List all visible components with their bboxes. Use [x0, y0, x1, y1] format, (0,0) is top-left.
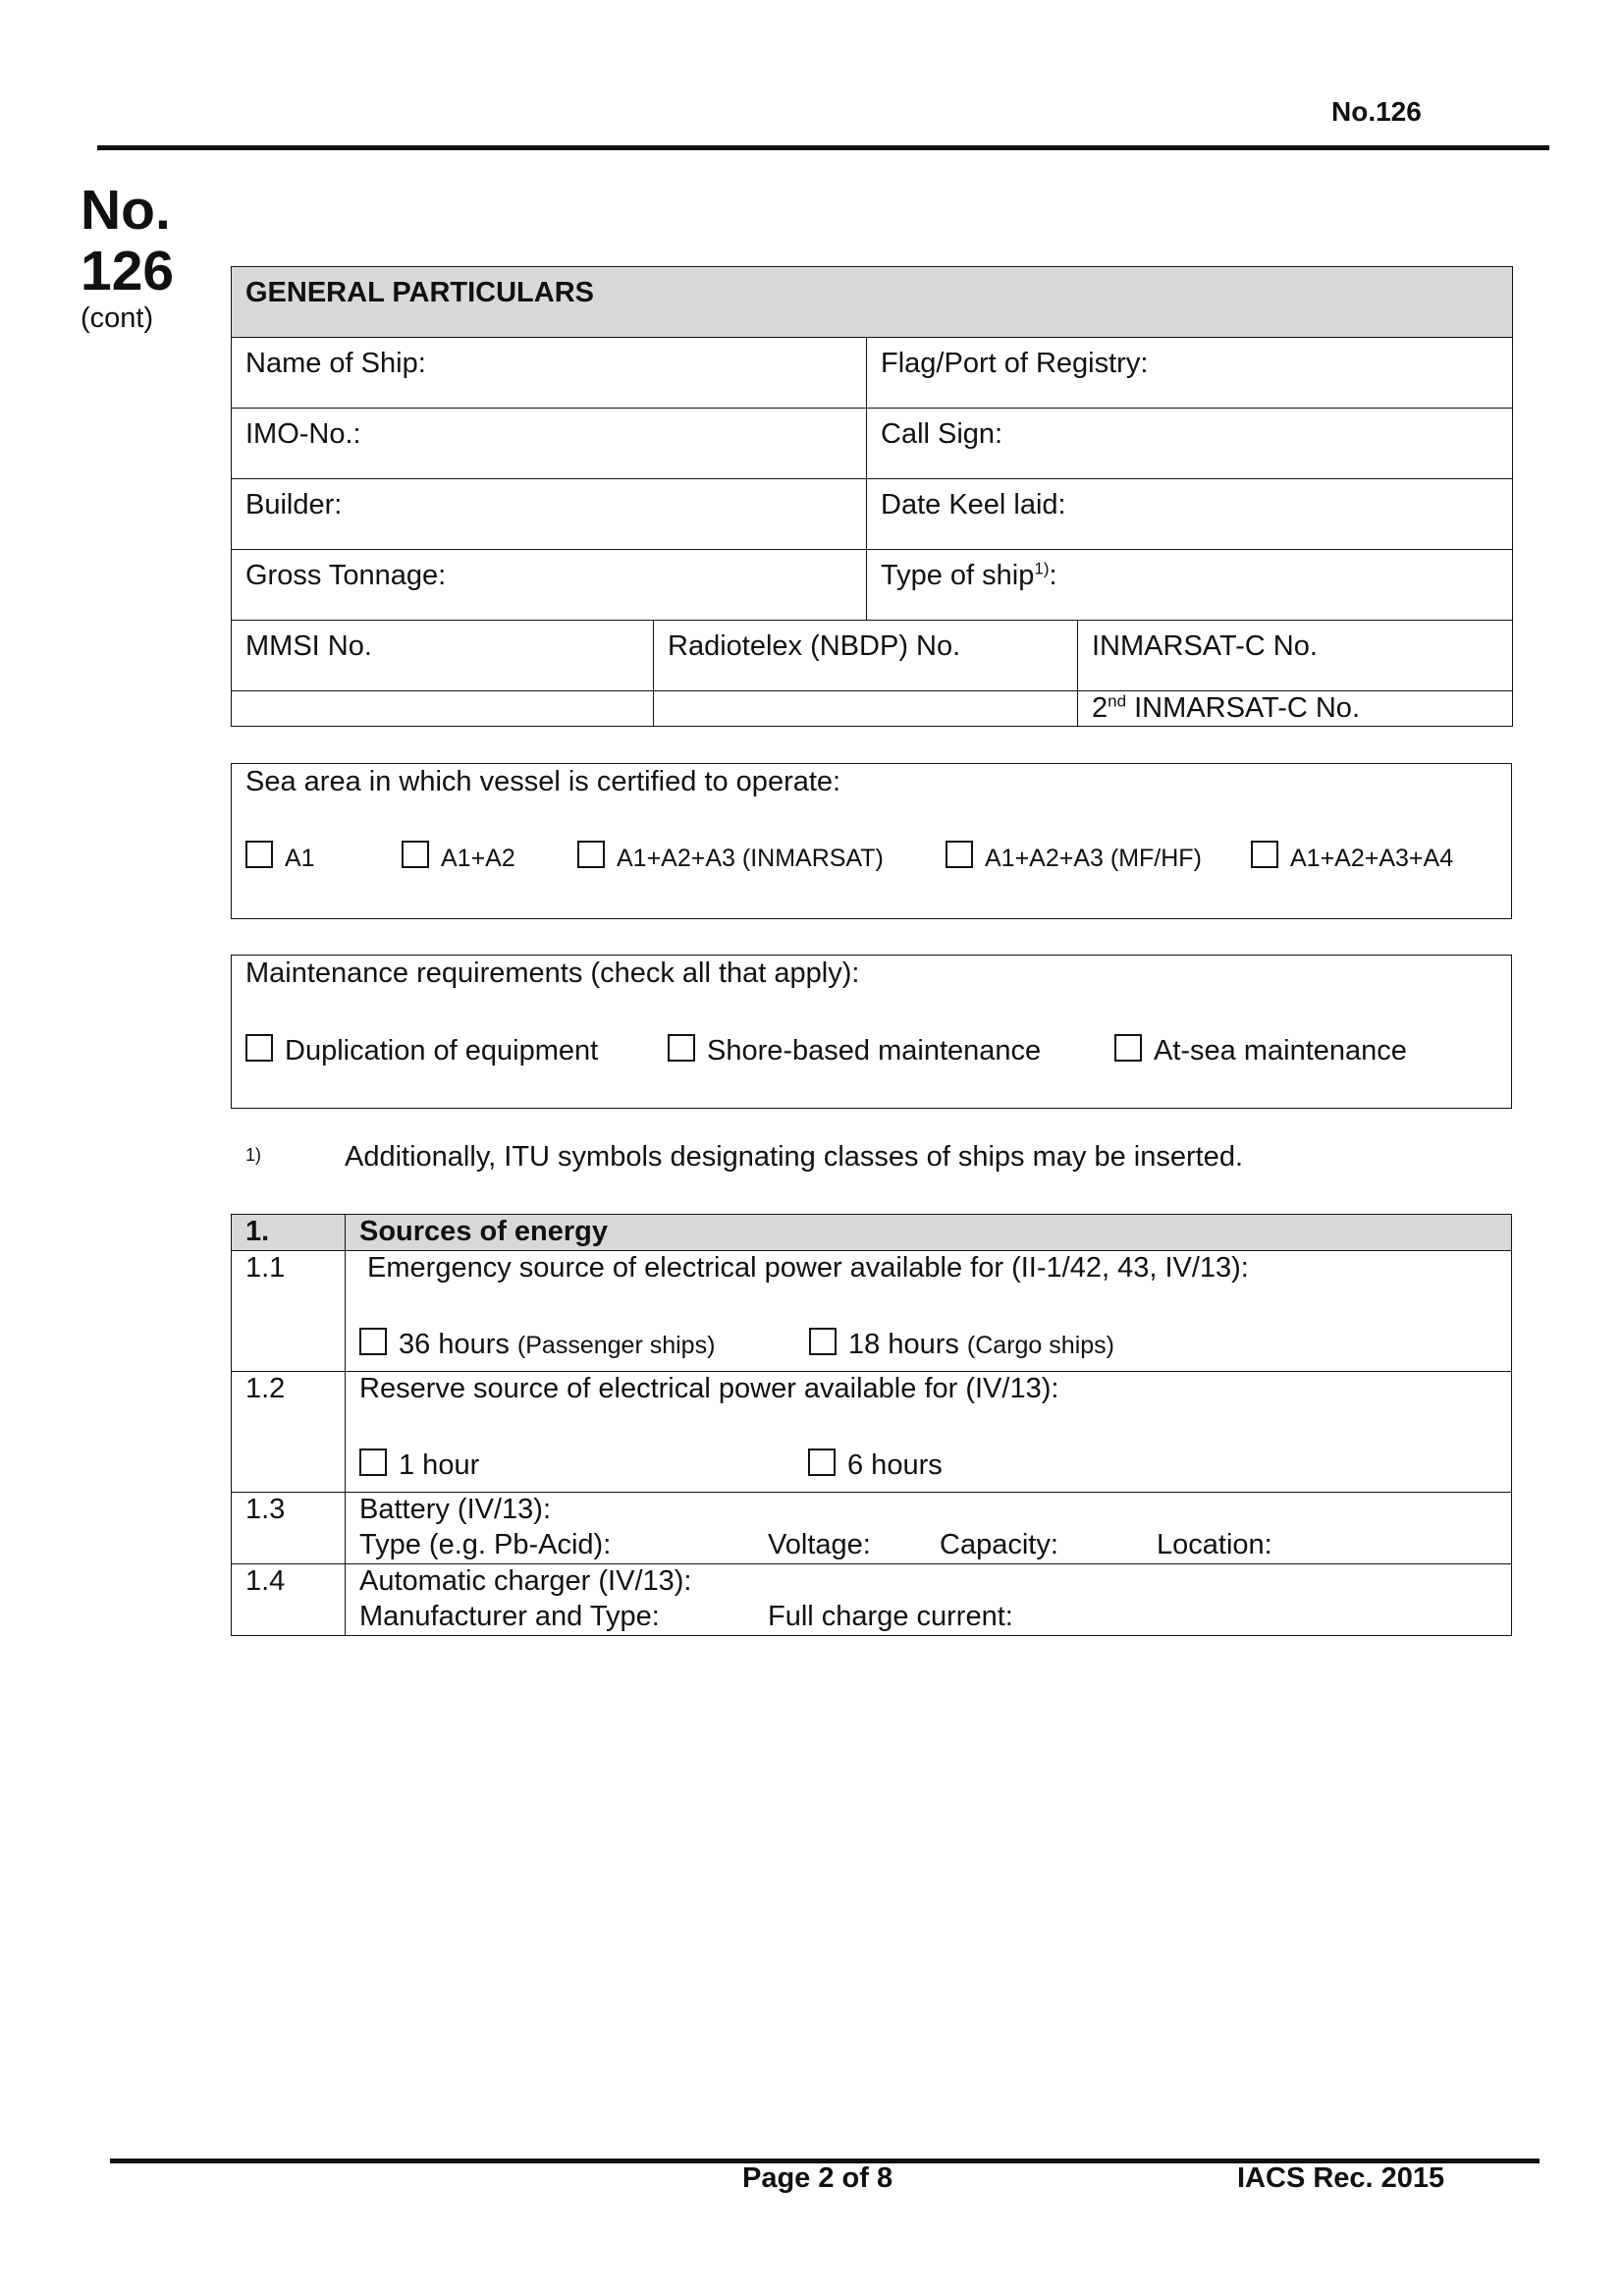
- sea-area-box: [231, 763, 1512, 919]
- imo-no-field[interactable]: [232, 409, 867, 479]
- option-36-hours[interactable]: 36 hours (Passenger ships): [359, 1328, 715, 1362]
- name-of-ship-field[interactable]: [232, 338, 867, 409]
- type-of-ship-field[interactable]: [867, 550, 1513, 621]
- second-inmarsat-prefix: 2: [1092, 692, 1108, 724]
- footer-page-number: Page 2 of 8: [742, 2162, 893, 2194]
- checkbox-icon[interactable]: [946, 841, 973, 868]
- footnote-marker: 1): [245, 1145, 262, 1165]
- builder-label: Builder:: [245, 489, 343, 520]
- imo-no-label: IMO-No.:: [245, 418, 361, 450]
- name-of-ship-label: Name of Ship:: [245, 348, 426, 379]
- row-number-1-1: 1.1: [232, 1251, 346, 1372]
- charger-manufacturer-field[interactable]: Manufacturer and Type:: [359, 1601, 660, 1632]
- checkbox-icon[interactable]: [1251, 841, 1278, 868]
- sidebar-no-label: No.: [81, 179, 171, 242]
- charger-current-field[interactable]: Full charge current:: [768, 1601, 1013, 1632]
- date-keel-field[interactable]: [867, 479, 1513, 550]
- radiotelex-value-cell[interactable]: [654, 691, 1078, 727]
- sidebar-number: 126: [81, 240, 175, 302]
- row-battery: [346, 1493, 1512, 1564]
- flag-port-label: Flag/Port of Registry:: [881, 348, 1149, 379]
- flag-port-field[interactable]: [867, 338, 1513, 409]
- row-number-1-4: 1.4: [232, 1564, 346, 1636]
- battery-location-field[interactable]: Location:: [1157, 1529, 1272, 1560]
- checkbox-icon[interactable]: [809, 1328, 837, 1355]
- second-inmarsat-field[interactable]: [1078, 691, 1513, 727]
- builder-field[interactable]: [232, 479, 867, 550]
- row-emergency-power: [346, 1251, 1512, 1372]
- checkbox-icon[interactable]: [668, 1034, 695, 1062]
- battery-text: Battery (IV/13):: [359, 1494, 552, 1525]
- charger-text: Automatic charger (IV/13):: [359, 1565, 692, 1597]
- battery-type-field[interactable]: Type (e.g. Pb-Acid):: [359, 1529, 612, 1560]
- inmarsat-field[interactable]: [1078, 621, 1513, 691]
- sea-area-option-a1-a2-a3-a4[interactable]: A1+A2+A3+A4: [1251, 841, 1453, 873]
- sea-area-label: Sea area in which vessel is certified to operate:: [245, 766, 841, 797]
- mmsi-value-cell[interactable]: [232, 691, 654, 727]
- mmsi-label: MMSI No.: [245, 630, 372, 662]
- gross-tonnage-label: Gross Tonnage:: [245, 560, 447, 591]
- option-18-hours[interactable]: 18 hours (Cargo ships): [809, 1328, 1114, 1362]
- radiotelex-field[interactable]: [654, 621, 1078, 691]
- checkbox-icon[interactable]: [577, 841, 605, 868]
- maintenance-option-duplication[interactable]: Duplication of equipment: [245, 1034, 598, 1067]
- maintenance-option-at-sea[interactable]: At-sea maintenance: [1114, 1034, 1407, 1067]
- type-of-ship-colon: :: [1049, 560, 1057, 591]
- section-number: 1.: [232, 1215, 346, 1251]
- reserve-power-text: Reserve source of electrical power available for (IV/13):: [359, 1373, 1059, 1404]
- radiotelex-label: Radiotelex (NBDP) No.: [668, 630, 961, 662]
- general-particulars-table: [231, 266, 1512, 727]
- maintenance-option-shore-based[interactable]: Shore-based maintenance: [668, 1034, 1041, 1067]
- mmsi-field[interactable]: [232, 621, 654, 691]
- sea-area-option-a1[interactable]: A1: [245, 841, 315, 873]
- row-automatic-charger: [346, 1564, 1512, 1636]
- checkbox-icon[interactable]: [245, 841, 273, 868]
- general-particulars-title: GENERAL PARTICULARS: [232, 267, 1513, 338]
- checkbox-icon[interactable]: [1114, 1034, 1142, 1062]
- row-number-1-2: 1.2: [232, 1372, 346, 1493]
- date-keel-label: Date Keel laid:: [881, 489, 1066, 520]
- footer-reference: IACS Rec. 2015: [1237, 2162, 1445, 2194]
- checkbox-icon[interactable]: [808, 1449, 836, 1476]
- emergency-power-text: Emergency source of electrical power available for (II-1/42, 43, IV/13):: [359, 1252, 1249, 1284]
- row-number-1-3: 1.3: [232, 1493, 346, 1564]
- type-of-ship-footnote-ref: 1): [1034, 559, 1050, 578]
- header-rule: [97, 145, 1549, 150]
- sources-of-energy-table: [231, 1214, 1512, 1636]
- checkbox-icon[interactable]: [402, 841, 429, 868]
- section-title: Sources of energy: [346, 1215, 1512, 1251]
- type-of-ship-label: Type of ship: [881, 560, 1035, 591]
- sea-area-option-a1-a2[interactable]: A1+A2: [402, 841, 515, 873]
- call-sign-field[interactable]: [867, 409, 1513, 479]
- second-inmarsat-sup: nd: [1108, 691, 1127, 711]
- sea-area-option-a1-a2-a3-inmarsat[interactable]: A1+A2+A3 (INMARSAT): [577, 841, 884, 873]
- checkbox-icon[interactable]: [359, 1449, 387, 1476]
- sea-area-option-a1-a2-a3-mfhf[interactable]: A1+A2+A3 (MF/HF): [946, 841, 1202, 873]
- second-inmarsat-label: INMARSAT-C No.: [1126, 692, 1360, 724]
- maintenance-box: [231, 955, 1512, 1109]
- call-sign-label: Call Sign:: [881, 418, 1003, 450]
- battery-voltage-field[interactable]: Voltage:: [768, 1529, 871, 1560]
- maintenance-label: Maintenance requirements (check all that apply):: [245, 957, 860, 989]
- option-6-hours[interactable]: 6 hours: [808, 1449, 943, 1482]
- header-doc-number: No.126: [1331, 96, 1422, 127]
- gross-tonnage-field[interactable]: [232, 550, 867, 621]
- checkbox-icon[interactable]: [359, 1328, 387, 1355]
- sidebar-number-block: [81, 180, 174, 335]
- checkbox-icon[interactable]: [245, 1034, 273, 1062]
- sidebar-cont: (cont): [81, 302, 154, 334]
- row-reserve-power: [346, 1372, 1512, 1493]
- option-1-hour[interactable]: 1 hour: [359, 1449, 479, 1482]
- footnote-text: Additionally, ITU symbols designating classes of ships may be inserted.: [345, 1141, 1244, 1173]
- battery-capacity-field[interactable]: Capacity:: [940, 1529, 1058, 1560]
- inmarsat-label: INMARSAT-C No.: [1092, 630, 1318, 662]
